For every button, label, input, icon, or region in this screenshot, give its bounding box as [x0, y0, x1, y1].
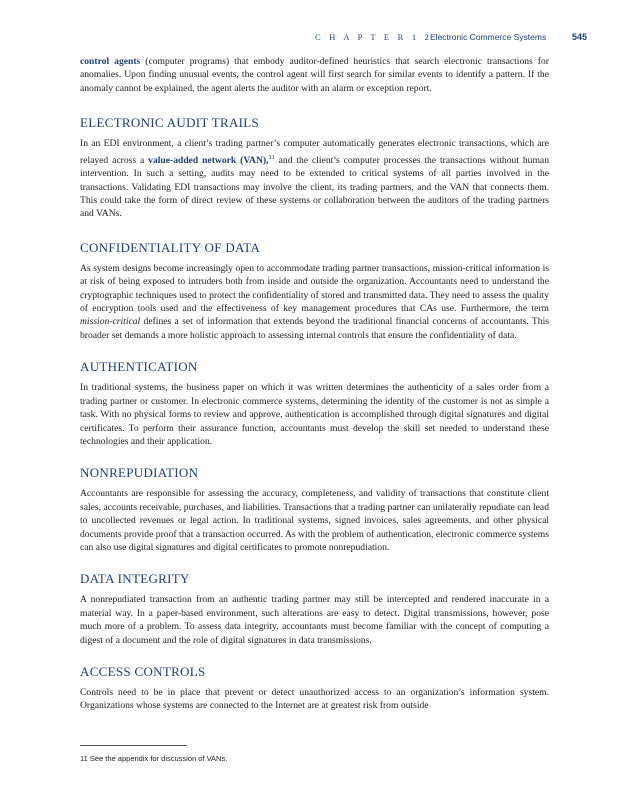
intro-paragraph: control agents (computer programs) that embody auditor-defined heuristics that search electronic transactions for anomalies. Upon finding unusual events, the control agent will first search for similar events to identify a pattern. If the anomaly cannot be explained, the agent alerts the auditor with an alarm or exception report. [80, 56, 549, 94]
page-number: 545 [572, 32, 588, 42]
heading-nonrepudiation: NONREPUDIATION [80, 465, 199, 481]
heading-access-controls: ACCESS CONTROLS [80, 663, 206, 679]
paragraph-access-controls: Controls need to be in place that prevent or detect unauthorized access to an organization’s information system. Organizations whose systems are connected to the Internet are at greatest risk from outside [80, 686, 549, 712]
paragraph-data-integrity: A nonrepudiated transaction from an authentic trading partner may still be intercepted and rendered inaccurate in a material way. In a paper-based environment, such alterations are easy to detect. Digital transmissions, however, pose much more of a problem. To assess data integrity, accountants must become familiar with the concept of computing a digest of a document and the role of digital signatures in data transmissions. [80, 594, 549, 646]
paragraph-authentication: In traditional systems, the business paper on which it was written determines the authenticity of a sales order from a trading partner or customer. In electronic commerce systems, determining the identity of the customer is not as simple a task. With no physical forms to review and approve, authentication is accomplished through digital signatures and digital certificates. To perform their assurance function, accountants must develop the skill set needed to understand these technologies and their application. [80, 382, 549, 447]
emphasis-mission-critical: mission-critical [80, 316, 141, 328]
paragraph-confidentiality: As system designs become increasingly open to accommodate trading partner transactions, mission-critical information is at risk of being exposed to intruders both from inside and outside the organization. Accountants need to understand the cryptographic techniques used to protect the confidentiality of stored and transmitted data. They need to assess the quality of encryption tools used and the effectiveness of key management procedures that CAs use. Furthermore, the term mission-critical defines a set of information that extends beyond the traditional financial concerns of accountants. This broader set demands a more holistic approach to assessing internal controls that ensure the confidentiality of data. [80, 262, 549, 341]
footnote: 11 See the appendix for discussion of VANs. [80, 754, 228, 763]
chapter-label: C H A P T E R 1 2 [315, 32, 433, 42]
term-control-agents: control agents [80, 56, 141, 67]
heading-electronic-audit-trails: ELECTRONIC AUDIT TRAILS [80, 115, 260, 131]
term-van: value-added network (VAN), [148, 154, 269, 166]
page-body [80, 55, 549, 713]
heading-authentication: AUTHENTICATION [80, 359, 198, 375]
paragraph-nonrepudiation: Accountants are responsible for assessing the accuracy, completeness, and validity of transactions that constitute client sales, accounts receivable, purchases, and liabilities. Transactions that a trading partner can unilaterally repudiate can lead to uncollected revenues or legal action. In traditional systems, signed invoices, sales agreements, and other physical documents provide proof that a transaction occurred. As with the problem of authentication, electronic commerce systems can also use digital signatures and digital certificates to promote nonrepudiation. [80, 488, 549, 553]
paragraph-audit-trails: In an EDI environment, a client’s trading partner’s computer automatically generates electronic transactions, which are relayed across a value-added network (VAN),$^{11}$ and the client’s computer processes the transactions without human intervention. In such a setting, audits may need to be extended to critical systems of all parties involved in the transactions. Validating EDI transactions may involve the client, its trading partners, and the VAN that connects them. This could take the form of direct review of these systems or collaboration between the auditors of the trading partners and VANs. [80, 138, 549, 220]
footnote-divider [80, 745, 187, 746]
footnote-ref: 11 [268, 153, 275, 161]
heading-confidentiality: CONFIDENTIALITY OF DATA [80, 239, 261, 255]
running-header [0, 32, 639, 46]
heading-data-integrity: DATA INTEGRITY [80, 571, 190, 587]
chapter-title: Electronic Commerce Systems [430, 32, 547, 42]
